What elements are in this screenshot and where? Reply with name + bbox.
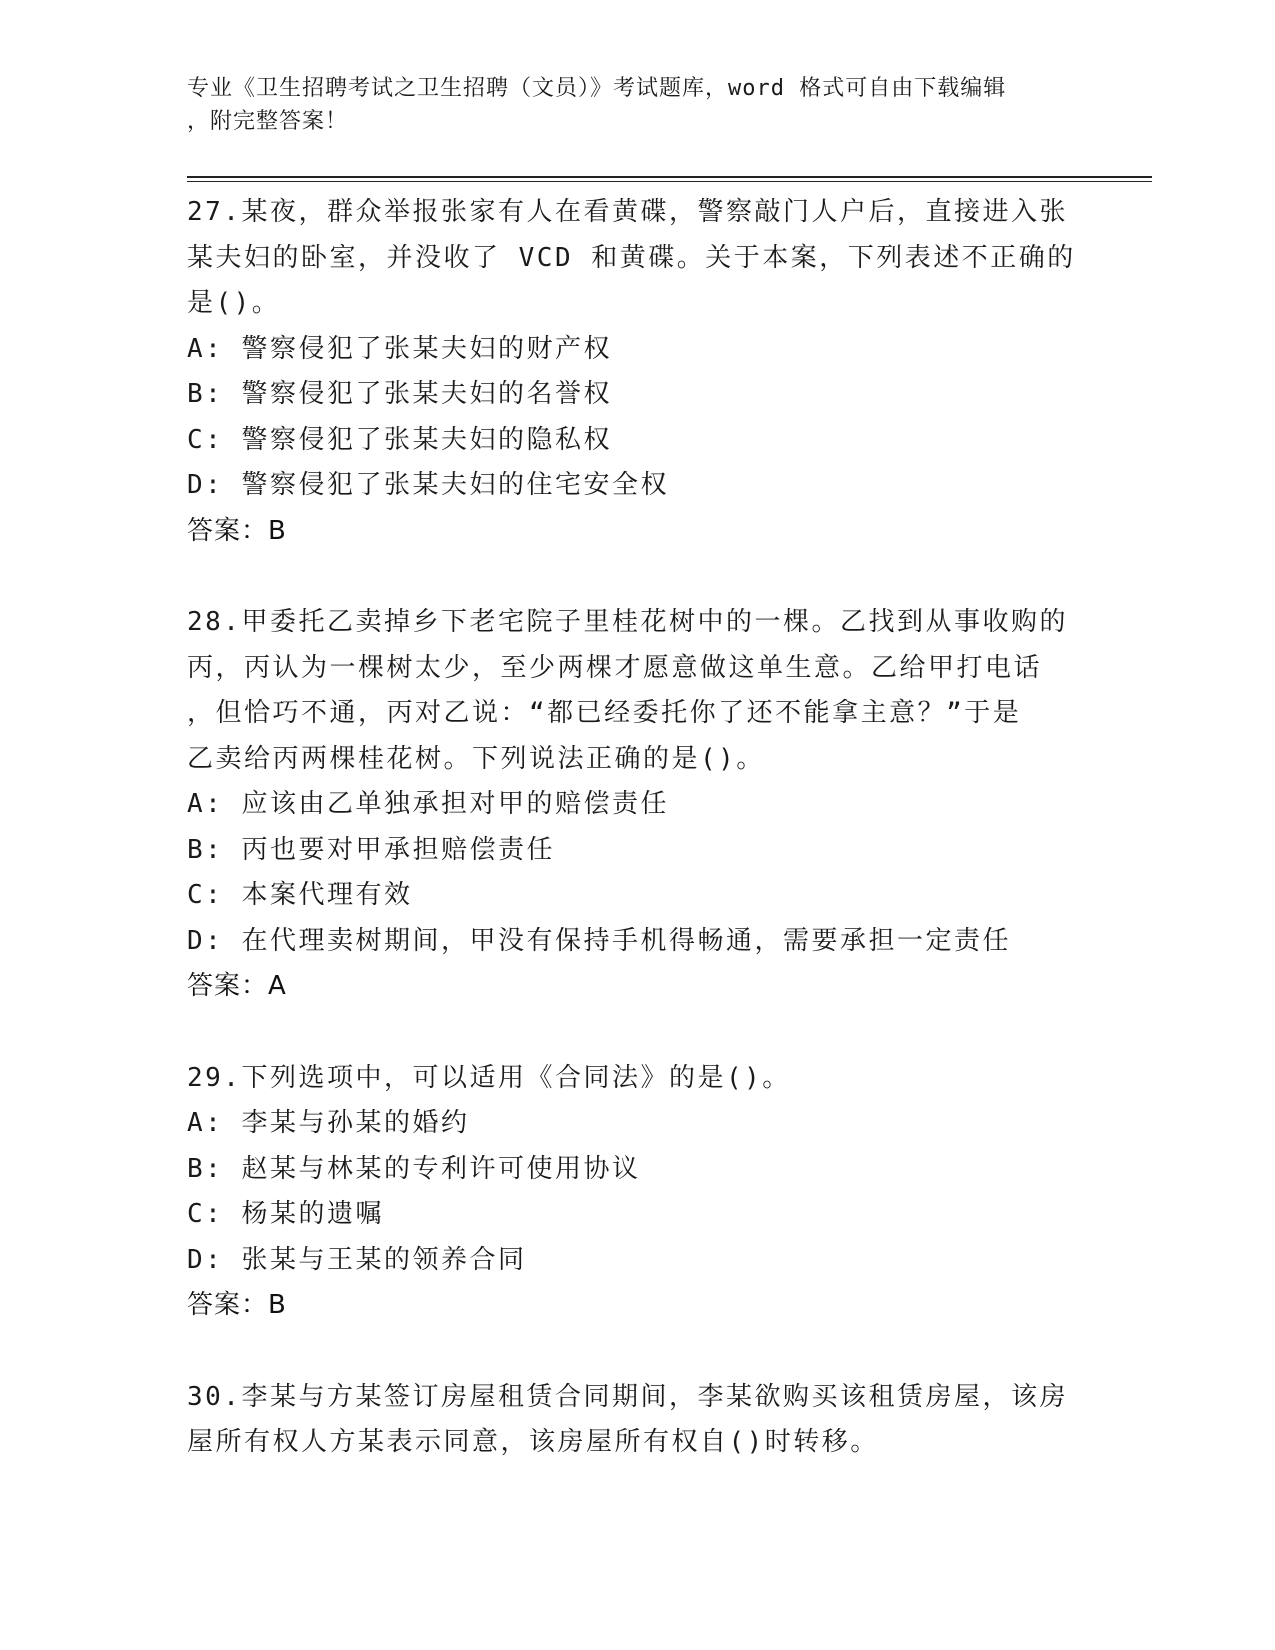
question-29 bbox=[187, 1056, 1087, 1329]
answer-line: 答案：B bbox=[187, 515, 287, 546]
option-c: C: 杨某的遗嘱 bbox=[187, 1199, 384, 1229]
option-d: D: 警察侵犯了张某夫妇的住宅安全权 bbox=[187, 470, 669, 500]
question-27 bbox=[187, 190, 1087, 554]
option-d: D: 张某与王某的领养合同 bbox=[187, 1244, 527, 1275]
option-a: A: 警察侵犯了张某夫妇的财产权 bbox=[187, 333, 612, 364]
option-d: D: 在代理卖树期间，甲没有保持手机得畅通，需要承担一定责任 bbox=[187, 925, 1011, 956]
question-28 bbox=[187, 600, 1087, 1010]
question-stem: 28.甲委托乙卖掉乡下老宅院子里桂花树中的一棵。乙找到从事收购的 丙，丙认为一棵树太少，至少两棵才愿意做这单生意。乙给甲打电话 ，但恰巧不通，丙对乙说：“都已经委托你了还不能拿主意？”于是 乙卖给丙两棵桂花树。下列说法正确的是()。 bbox=[187, 607, 1068, 774]
question-stem: 27.某夜，群众举报张家有人在看黄碟，警察敲门人户后，直接进入张 某夫妇的卧室，并没收了 VCD 和黄碟。关于本案，下列表述不正确的 是()。 bbox=[187, 197, 1076, 318]
document-header bbox=[187, 72, 1067, 138]
header-divider-thin bbox=[187, 181, 1152, 182]
option-b: B: 丙也要对甲承担赔偿责任 bbox=[187, 834, 555, 865]
option-b: B: 赵某与林某的专利许可使用协议 bbox=[187, 1153, 641, 1184]
question-list bbox=[187, 190, 1087, 1512]
option-a: A: 李某与孙某的婚约 bbox=[187, 1108, 470, 1138]
option-c: C: 本案代理有效 bbox=[187, 880, 413, 910]
header-line-1: 专业《卫生招聘考试之卫生招聘（文员）》考试题库，word 格式可自由下载编辑 bbox=[187, 76, 1007, 101]
header-divider-thick bbox=[187, 176, 1152, 178]
option-a: A: 应该由乙单独承担对甲的赔偿责任 bbox=[187, 789, 669, 819]
question-30 bbox=[187, 1375, 1087, 1466]
question-stem: 29.下列选项中，可以适用《合同法》的是()。 bbox=[187, 1062, 791, 1093]
question-stem: 30.李某与方某签订房屋租赁合同期间，李某欲购买该租赁房屋，该房 屋所有权人方某表示同意，该房屋所有权自()时转移。 bbox=[187, 1381, 1068, 1457]
answer-line: 答案：A bbox=[187, 971, 287, 1001]
answer-line: 答案：B bbox=[187, 1290, 287, 1320]
header-line-2: ，附完整答案！ bbox=[187, 109, 349, 134]
option-b: B: 警察侵犯了张某夫妇的名誉权 bbox=[187, 379, 612, 409]
option-c: C: 警察侵犯了张某夫妇的隐私权 bbox=[187, 424, 612, 455]
